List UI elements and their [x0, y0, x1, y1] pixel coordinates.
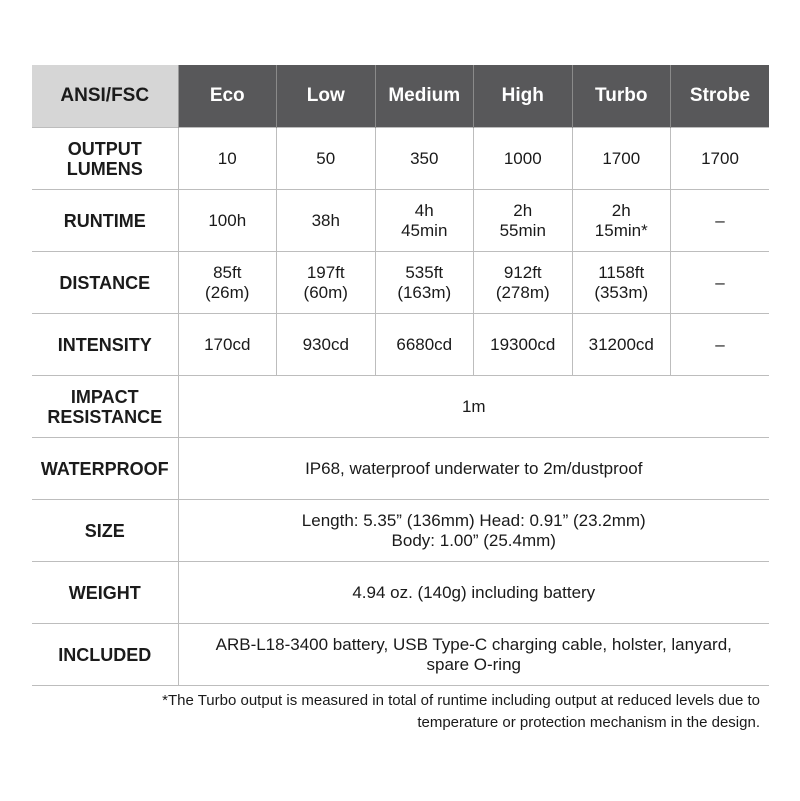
cell-line: 1158ft — [598, 262, 645, 282]
cell-line: 38h — [311, 210, 340, 230]
cell-distance-high — [474, 252, 573, 314]
row-distance — [32, 252, 769, 314]
row-impact — [32, 376, 769, 438]
cell-distance-strobe — [671, 252, 770, 314]
cell-intensity-high: 19300cd — [474, 314, 573, 376]
cell-line: 197ft — [306, 262, 345, 282]
cell-distance-medium — [375, 252, 474, 314]
row-label-runtime: RUNTIME — [32, 190, 178, 252]
cell-line: 100h — [208, 210, 247, 230]
cell-line: – — [715, 210, 725, 230]
label-line: IMPACT — [70, 386, 139, 407]
cell-line: 2h — [611, 200, 631, 220]
cell-output-turbo: 1700 — [572, 128, 671, 190]
cell-intensity-eco: 170cd — [178, 314, 277, 376]
footnote-line: temperature or protection mechanism in the design. — [417, 714, 760, 731]
cell-line: 2h — [513, 200, 533, 220]
cell-intensity-low: 930cd — [277, 314, 376, 376]
cell-line: 4h — [414, 200, 434, 220]
cell-line: 912ft — [503, 262, 542, 282]
header-mode-low: Low — [277, 65, 376, 128]
cell-runtime-strobe — [671, 190, 770, 252]
footnote — [60, 690, 760, 734]
cell-distance-eco — [178, 252, 277, 314]
row-label-distance: DISTANCE — [32, 252, 178, 314]
cell-line: (278m) — [495, 282, 550, 302]
row-label-weight: WEIGHT — [32, 562, 178, 624]
cell-included-value — [178, 624, 769, 686]
row-label-size: SIZE — [32, 500, 178, 562]
cell-distance-low — [277, 252, 376, 314]
cell-runtime-high — [474, 190, 573, 252]
row-waterproof — [32, 438, 769, 500]
label-line: OUTPUT — [67, 138, 142, 159]
header-mode-strobe: Strobe — [671, 65, 770, 128]
cell-line: spare O-ring — [426, 654, 521, 674]
cell-weight-value: 4.94 oz. (140g) including battery — [178, 562, 769, 624]
spec-table — [32, 65, 769, 686]
cell-size-value — [178, 500, 769, 562]
cell-line: (26m) — [205, 282, 250, 302]
cell-runtime-turbo — [572, 190, 671, 252]
row-size — [32, 500, 769, 562]
row-label-impact — [32, 376, 178, 438]
cell-intensity-turbo: 31200cd — [572, 314, 671, 376]
row-label-output — [32, 128, 178, 190]
header-mode-high: High — [474, 65, 573, 128]
row-label-included: INCLUDED — [32, 624, 178, 686]
cell-line: 535ft — [405, 262, 444, 282]
cell-line: Body: 1.00” (25.4mm) — [391, 530, 556, 550]
cell-runtime-eco — [178, 190, 277, 252]
cell-distance-turbo — [572, 252, 671, 314]
header-mode-medium: Medium — [375, 65, 474, 128]
cell-waterproof-value: IP68, waterproof underwater to 2m/dustproof — [178, 438, 769, 500]
cell-line: (163m) — [397, 282, 452, 302]
row-included — [32, 624, 769, 686]
header-mode-eco: Eco — [178, 65, 277, 128]
row-runtime — [32, 190, 769, 252]
cell-line: 45min — [401, 220, 448, 240]
header-mode-turbo: Turbo — [572, 65, 671, 128]
cell-line: (353m) — [594, 282, 649, 302]
cell-line: 85ft — [213, 262, 242, 282]
cell-output-eco: 10 — [178, 128, 277, 190]
cell-runtime-low — [277, 190, 376, 252]
cell-output-medium: 350 — [375, 128, 474, 190]
label-line: LUMENS — [66, 158, 143, 179]
cell-intensity-strobe: – — [671, 314, 770, 376]
row-weight — [32, 562, 769, 624]
cell-line: 55min — [499, 220, 546, 240]
row-label-intensity: INTENSITY — [32, 314, 178, 376]
cell-line: Length: 5.35” (136mm) Head: 0.91” (23.2mm) — [301, 510, 646, 530]
label-line: RESISTANCE — [47, 406, 163, 427]
row-label-waterproof: WATERPROOF — [32, 438, 178, 500]
row-output — [32, 128, 769, 190]
footnote-line: *The Turbo output is measured in total of runtime including output at reduced levels due to — [162, 692, 760, 709]
cell-output-low: 50 — [277, 128, 376, 190]
cell-intensity-medium: 6680cd — [375, 314, 474, 376]
row-intensity — [32, 314, 769, 376]
cell-impact-value: 1m — [178, 376, 769, 438]
cell-output-high: 1000 — [474, 128, 573, 190]
header-standard: ANSI/FSC — [32, 65, 178, 128]
cell-line: 15min* — [594, 220, 648, 240]
cell-line: ARB-L18-3400 battery, USB Type-C charging cable, holster, lanyard, — [215, 634, 732, 654]
cell-runtime-medium — [375, 190, 474, 252]
header-row — [32, 65, 769, 128]
cell-line: – — [715, 272, 725, 292]
cell-line: (60m) — [303, 282, 348, 302]
cell-output-strobe: 1700 — [671, 128, 770, 190]
